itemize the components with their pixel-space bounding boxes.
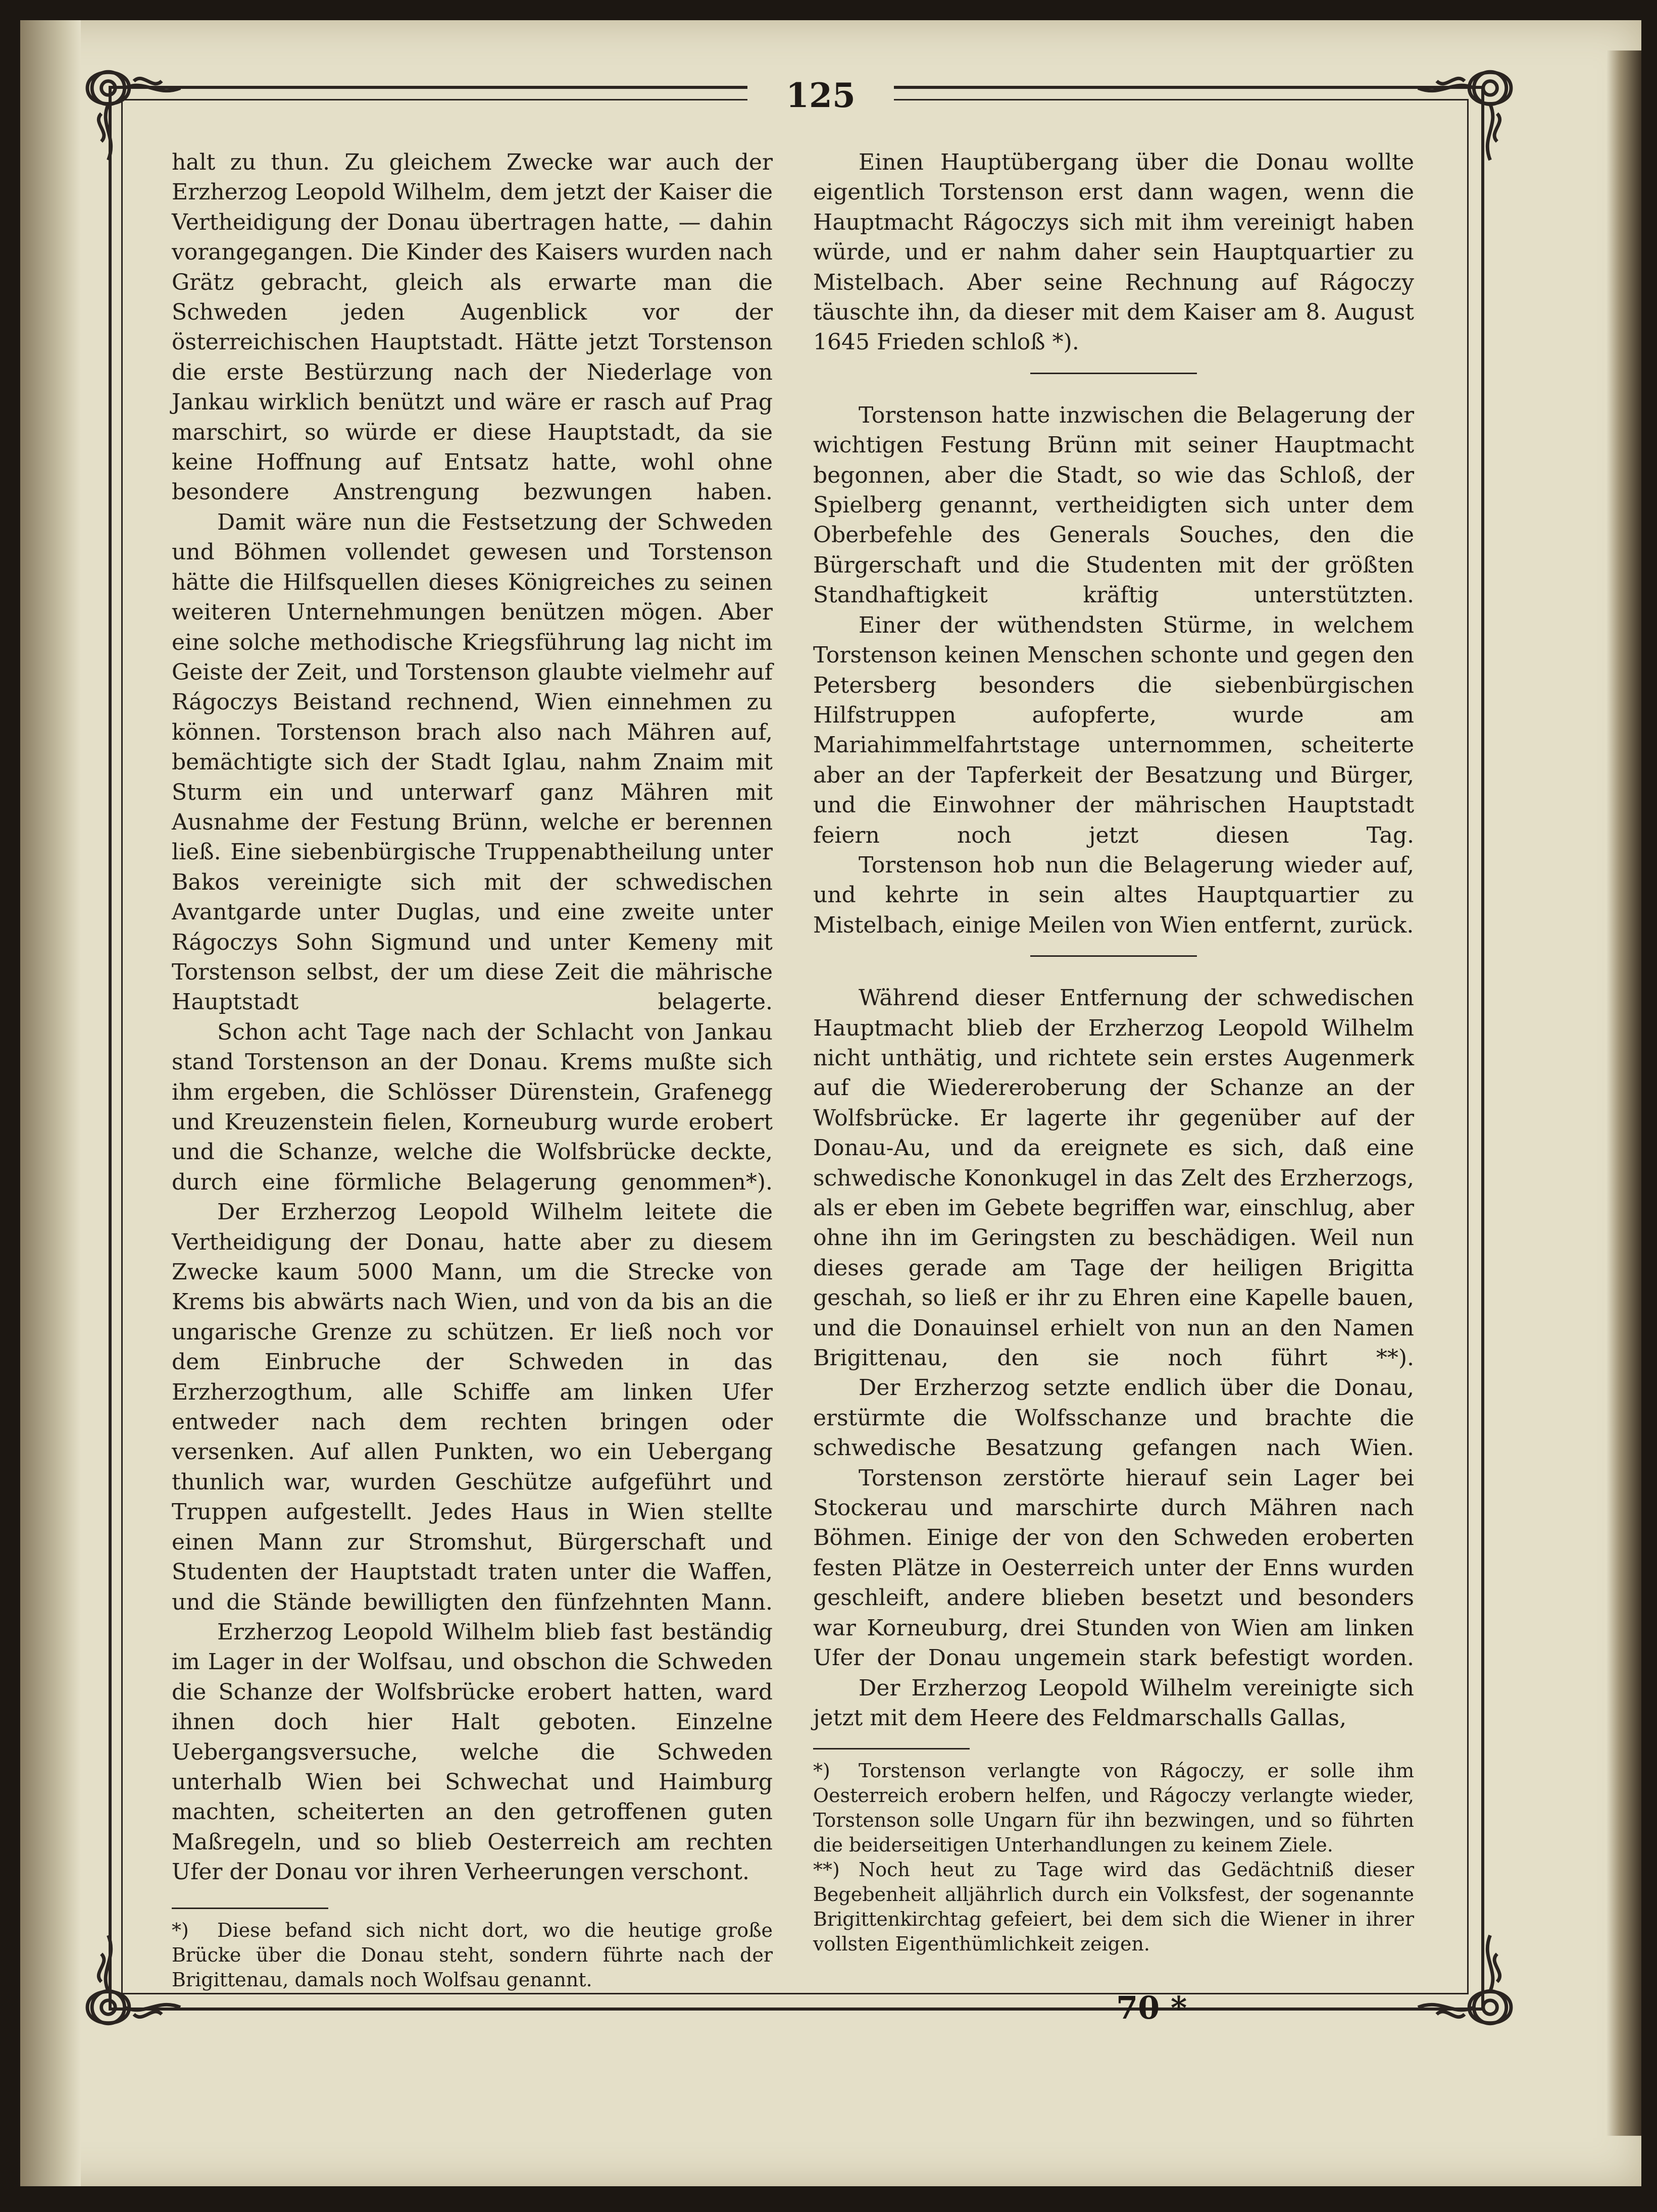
footnote-mark: *) [813,1760,830,1782]
section-divider [1030,955,1197,957]
footnote-text: Diese befand sich nicht dort, wo die heutige große Brücke über die Donau steht, sondern führte nach der Brigittenau, damals noch Wolfsau genannt. [172,1919,773,1991]
section-divider [1030,373,1197,374]
footnote-text: Noch heut zu Tage wird das Gedächtniß dieser Begebenheit alljährlich durch ein Volksfest, der sogenannte Brigittenkirchtag gefeiert, bei dem sich die Wiener in ihrer vollsten Eigenthümlichkeit zeigen. [813,1859,1414,1956]
footnote [172,1918,773,1992]
paragraph: Damit wäre nun die Festsetzung der Schweden und Böhmen vollendet gewesen und Torstenson hätte die Hilfsquellen dieses Königreiches zu seinen weiteren Unternehmungen benützen mögen. Aber eine solche methodische Kriegsführung lag nicht im Geiste der Zeit, und Torstenson glaubte vielmehr auf Rágoczys Beistand rechnend, Wien einnehmen zu können. Torstenson brach also nach Mähren auf, bemächtigte sich der Stadt Iglau, nahm Znaim mit Sturm ein und unterwarf ganz Mähren mit Ausnahme der Festung Brünn, welche er berennen ließ. Eine siebenbürgische Truppenabtheilung unter Bakos vereinigte sich mit der schwedischen Avantgarde unter Duglas, und eine zweite unter Rágoczys Sohn Sigmund und unter Kemeny mit Torstenson selbst, der um diese Zeit die mährische Hauptstadt belagerte. [172,509,773,1015]
footnote [813,1858,1414,1957]
page-number: 125 [747,76,894,115]
footnote-mark: **) [813,1859,840,1881]
page-edge [1606,50,1641,2136]
corner-ornament-icon [1407,56,1523,172]
paragraph: Schon acht Tage nach der Schlacht von Jankau stand Torstenson an der Donau. Krems mußte sich ihm ergeben, die Schlösser Dürenstein, Grafenegg und Kreuzenstein fielen, Korneuburg wurde erobert und die Schanze, welche die Wolfsbrücke deckte, durch eine förmliche Belagerung genommen*). [172,1019,773,1195]
paragraph: Torstenson hob nun die Belagerung wieder auf, und kehrte in sein altes Hauptquartier zu Mistelbach, einige Meilen von Wien entfernt, zurück. [813,852,1414,938]
paragraph: Während dieser Entfernung der schwedischen Hauptmacht blieb der Erzherzog Leopold Wilhelm nicht unthätig, und richtete sein erstes Augenmerk auf die Wiedereroberung der Schanze an der Wolfsbrücke. Er lagerte ihr gegenüber auf der Donau-Au, und da ereignete es sich, daß eine schwedische Kononkugel in das Zelt des Erzherzogs, als er eben im Gebete begriffen war, einschlug, aber ohne ihn im Geringsten zu beschädigen. Weil nun dieses gerade am Tage der heiligen Brigitta geschah, so ließ er ihr zu Ehren eine Kapelle bauen, und die Donauinsel erhielt von nun an den Namen Brigittenau, den sie noch führt **). [813,985,1414,1371]
paragraph: Der Erzherzog Leopold Wilhelm leitete die Vertheidigung der Donau, hatte aber zu diesem Zwecke kaum 5000 Mann, um die Strecke von Krems bis abwärts nach Wien, und von da bis an die ungarische Grenze zu schützen. Er ließ noch vor dem Einbruche der Schweden in das Erzherzogthum, alle Schiffe am linken Ufer entweder nach dem rechten bringen oder versenken. Auf allen Punkten, wo ein Uebergang thunlich war, wurden Geschütze aufgeführt und Truppen aufgestellt. Jedes Haus in Wien stellte einen Mann zur Stromshut, Bürgerschaft und Studenten der Hauptstadt traten unter die Waffen, und die Stände bewilligten den fünfzehnten Mann. [172,1199,773,1615]
left-column [172,147,773,1992]
book-gutter [20,20,81,2186]
paragraph: Einer der wüthendsten Stürme, in welchem Torstenson keinen Menschen schonte und gegen den Petersberg besonders die siebenbürgischen Hilfstruppen aufopferte, wurde am Mariahimmelfahrtstage unternommen, scheiterte aber an der Tapferkeit der Besatzung und Bürger, und die Einwohner der mährischen Hauptstadt feiern noch jetzt diesen Tag. [813,612,1414,848]
paragraph: halt zu thun. Zu gleichem Zwecke war auch der Erzherzog Leopold Wilhelm, dem jetzt der Kaiser die Vertheidigung der Donau übertragen hatte, — dahin vorangegangen. Die Kinder des Kaisers wurden nach Grätz gebracht, gleich als erwarte man die Schweden jeden Augenblick vor der österreichischen Hauptstadt. Hätte jetzt Torstenson die erste Bestürzung nach der Niederlage von Jankau wirklich benützt und wäre er rasch auf Prag marschirt, so würde er diese Hauptstadt, da sie keine Hoffnung auf Entsatz hatte, wohl ohne besondere Anstrengung bezwungen haben. [172,149,773,505]
paragraph: Der Erzherzog setzte endlich über die Donau, erstürmte die Wolfsschanze und brachte die schwedische Besatzung gefangen nach Wien. [813,1375,1414,1461]
footnote-mark: *) [172,1919,189,1941]
corner-ornament-icon [1407,1924,1523,2040]
footnote [813,1759,1414,1858]
right-column [813,147,1414,1957]
paragraph: Erzherzog Leopold Wilhelm blieb fast beständig im Lager in der Wolfsau, und obschon die Schweden die Schanze der Wolfsbrücke erobert hatten, ward ihnen doch hier Halt geboten. Einzelne Uebergangsversuche, welche die Schweden unterhalb Wien bei Schwechat und Haimburg machten, scheiterten an den getroffenen guten Maßregeln, und so blieb Oesterreich am rechten Ufer der Donau vor ihren Verheerungen verschont. [172,1619,773,1885]
paragraph: Der Erzherzog Leopold Wilhelm vereinigte sich jetzt mit dem Heere des Feldmarschalls Gallas, [813,1675,1414,1731]
footnote-text: Torstenson verlangte von Rágoczy, er solle ihm Oesterreich erobern helfen, und Rágoczy verlangte wieder, Torstenson solle Ungarn für ihn bezwingen, und so führten die beiderseitigen Unterhandlungen zu keinem Ziele. [813,1760,1414,1857]
signature-mark: 70 * [1116,1989,1187,2026]
paragraph: Torstenson hatte inzwischen die Belagerung der wichtigen Festung Brünn mit seiner Hauptmacht begonnen, aber die Stadt, so wie das Schloß, der Spielberg genannt, vertheidigten sich unter dem Oberbefehle des Generals Souches, den die Bürgerschaft und die Studenten mit der größten Standhaftigkeit kräftig unterstützten. [813,402,1414,608]
paragraph: Einen Hauptübergang über die Donau wollte eigentlich Torstenson erst dann wagen, wenn die Hauptmacht Rágoczys sich mit ihm vereinigt haben würde, und er nahm daher sein Hauptquartier zu Mistelbach. Aber seine Rechnung auf Rágoczy täuschte ihn, da dieser mit dem Kaiser am 8. August 1645 Frieden schloß *). [813,149,1414,355]
paragraph: Torstenson zerstörte hierauf sein Lager bei Stockerau und marschirte durch Mähren nach Böhmen. Einige der von den Schweden eroberten festen Plätze in Oesterreich unter der Enns wurden geschleift, andere blieben besetzt und besonders war Korneuburg, drei Stunden von Wien am linken Ufer der Donau ungemein stark befestigt worden. [813,1465,1414,1671]
